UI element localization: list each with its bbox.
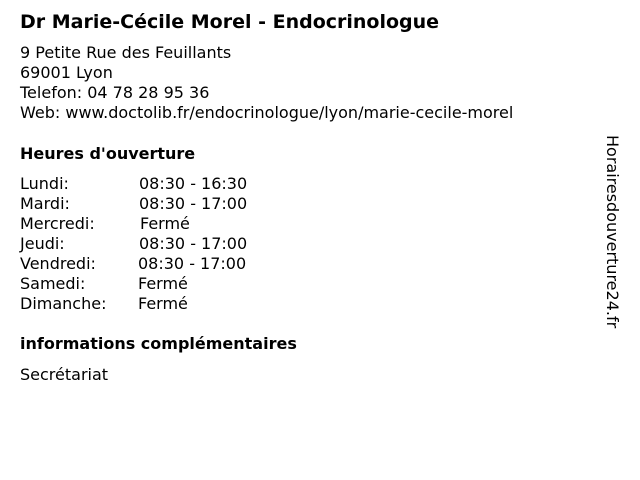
hours-value: 08:30 - 17:00: [139, 194, 248, 213]
page-title: Dr Marie-Cécile Morel - Endocrinologue: [20, 11, 440, 33]
address-block: [20, 43, 513, 123]
day-label: Mercredi:: [20, 214, 95, 233]
day-label: Lundi:: [20, 174, 69, 193]
additional-info-text: Secrétariat: [20, 365, 109, 384]
day-label: Jeudi:: [20, 234, 65, 253]
hours-row-saturday: [20, 274, 320, 294]
opening-hours-heading: Heures d'ouverture: [20, 144, 196, 163]
hours-row-wednesday: [20, 214, 320, 234]
website-link[interactable]: Web: www.doctolib.fr/endocrinologue/lyon/marie-cecile-morel: [20, 103, 514, 122]
hours-row-tuesday: [20, 194, 320, 214]
hours-value: 08:30 - 17:00: [139, 234, 248, 253]
hours-value: Fermé: [140, 214, 190, 233]
hours-value: Fermé: [138, 294, 188, 313]
street-address: 9 Petite Rue des Feuillants: [20, 43, 232, 62]
phone-number: Telefon: 04 78 28 95 36: [20, 83, 210, 102]
hours-value: 08:30 - 16:30: [139, 174, 248, 193]
hours-row-thursday: [20, 234, 320, 254]
hours-value: Fermé: [138, 274, 188, 293]
site-watermark: Horairesdouverture24.fr: [603, 135, 622, 329]
day-label: Mardi:: [20, 194, 70, 213]
day-label: Samedi:: [20, 274, 86, 293]
day-label: Vendredi:: [20, 254, 96, 273]
additional-info-heading: informations complémentaires: [20, 334, 297, 353]
opening-hours-table: [20, 174, 320, 314]
hours-value: 08:30 - 17:00: [138, 254, 247, 273]
city-address: 69001 Lyon: [20, 63, 113, 82]
hours-row-friday: [20, 254, 320, 274]
day-label: Dimanche:: [20, 294, 107, 313]
hours-row-sunday: [20, 294, 320, 314]
hours-row-monday: [20, 174, 320, 194]
